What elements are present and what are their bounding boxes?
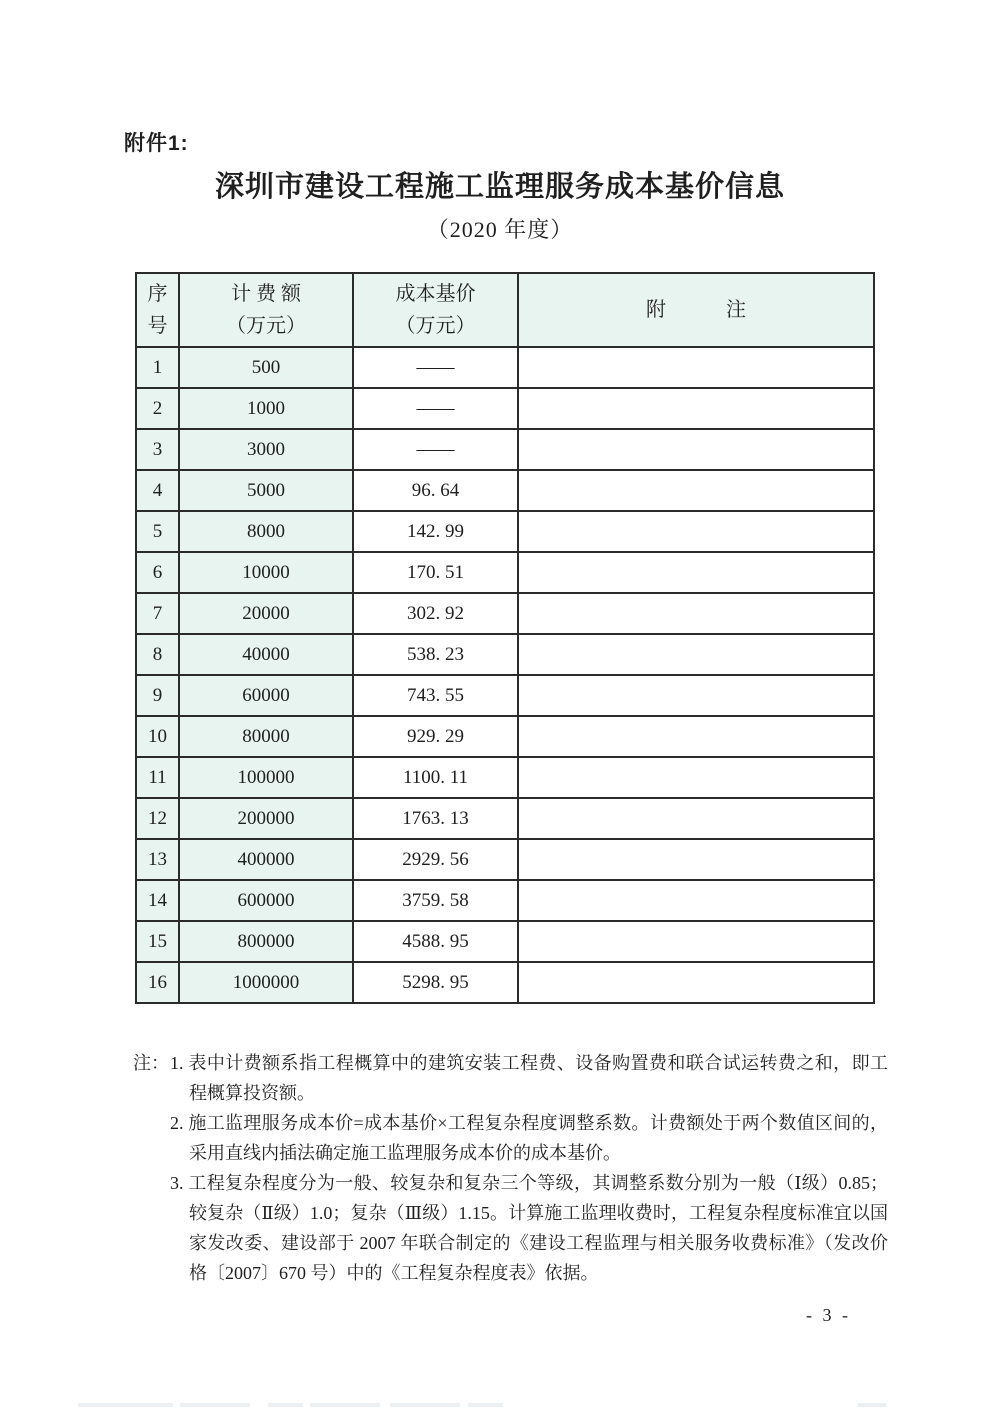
header-serial-number [136,273,179,347]
attachment-label: 附件1: [124,132,189,155]
cell-serial: 1 [136,347,179,388]
cell-serial: 6 [136,552,179,593]
note-item-1 [170,1048,888,1108]
cell-base: 743. 55 [353,675,518,716]
cell-note [518,388,874,429]
cell-base: —— [353,388,518,429]
header-fee-line2: （万元） [226,315,306,337]
header-cost-base [353,273,518,347]
cell-fee: 8000 [179,511,353,552]
scan-artifact [180,1403,250,1407]
cell-serial: 11 [136,757,179,798]
table-row [136,716,874,757]
cell-note [518,470,874,511]
cell-base: 96. 64 [353,470,518,511]
cell-serial: 7 [136,593,179,634]
cell-note [518,429,874,470]
cell-base: 2929. 56 [353,839,518,880]
cell-base: 4588. 95 [353,921,518,962]
cell-fee: 600000 [179,880,353,921]
cell-note [518,798,874,839]
notes-section [133,1048,888,1288]
cell-fee: 1000000 [179,962,353,1003]
cell-serial: 15 [136,921,179,962]
cell-serial: 3 [136,429,179,470]
table-row [136,921,874,962]
note-item-3 [170,1168,888,1288]
table-row [136,388,874,429]
cell-base: 1763. 13 [353,798,518,839]
scan-artifact [310,1403,380,1407]
cell-fee: 100000 [179,757,353,798]
note-text: 表中计费额系指工程概算中的建筑安装工程费、设备购置费和联合试运转费之和，即工程概算投资额。 [188,1053,888,1103]
table-row [136,511,874,552]
cell-serial: 14 [136,880,179,921]
scan-artifact [468,1403,503,1407]
header-base-line1: 成本基价 [395,283,476,305]
cell-note [518,921,874,962]
note-item-2 [170,1108,888,1168]
cell-fee: 500 [179,347,353,388]
scan-artifact [390,1403,460,1407]
cell-fee: 40000 [179,634,353,675]
scan-artifacts [0,1403,1000,1409]
header-remarks: 附 注 [518,273,874,347]
cost-base-price-table [135,272,875,1004]
header-serial-line2: 号 [147,315,168,337]
cell-base: 170. 51 [353,552,518,593]
header-fee-line1: 计 费 额 [231,283,301,305]
cell-base: 3759. 58 [353,880,518,921]
cell-note [518,962,874,1003]
cell-fee: 5000 [179,470,353,511]
scan-artifact [268,1403,303,1407]
cell-base: 538. 23 [353,634,518,675]
table-row [136,675,874,716]
cell-note [518,757,874,798]
cell-note [518,716,874,757]
table-row [136,593,874,634]
note-number: 2. [170,1113,184,1133]
cell-fee: 60000 [179,675,353,716]
table-row [136,634,874,675]
cell-fee: 800000 [179,921,353,962]
table-row [136,962,874,1003]
note-number: 3. [170,1173,184,1193]
table-row [136,552,874,593]
page-number: - 3 - [806,1305,851,1325]
cell-base: 929. 29 [353,716,518,757]
cell-fee: 80000 [179,716,353,757]
cell-fee: 20000 [179,593,353,634]
cell-serial: 13 [136,839,179,880]
table-row [136,429,874,470]
cell-base: 5298. 95 [353,962,518,1003]
cell-fee: 10000 [179,552,353,593]
note-number: 1. [170,1053,184,1073]
cell-base: 302. 92 [353,593,518,634]
cell-note [518,880,874,921]
table-row [136,798,874,839]
cell-serial: 10 [136,716,179,757]
cell-base: 1100. 11 [353,757,518,798]
page-subtitle: （2020 年度） [426,217,574,242]
cell-note [518,675,874,716]
cell-note [518,347,874,388]
cell-fee: 400000 [179,839,353,880]
header-base-line2: （万元） [395,315,476,337]
table-row [136,880,874,921]
header-serial-line1: 序 [147,283,168,305]
cell-fee: 200000 [179,798,353,839]
cell-base: 142. 99 [353,511,518,552]
scan-artifact [858,1403,886,1407]
cell-serial: 8 [136,634,179,675]
table-row [136,757,874,798]
cell-note [518,593,874,634]
cell-serial: 16 [136,962,179,1003]
cell-note [518,511,874,552]
cell-note [518,839,874,880]
cell-base: —— [353,347,518,388]
cell-fee: 1000 [179,388,353,429]
notes-prefix: 注： [133,1053,169,1073]
table-row [136,839,874,880]
header-fee-amount [179,273,353,347]
cell-serial: 2 [136,388,179,429]
table-row [136,347,874,388]
cell-fee: 3000 [179,429,353,470]
cell-serial: 9 [136,675,179,716]
cell-serial: 5 [136,511,179,552]
table-row [136,470,874,511]
page-title: 深圳市建设工程施工监理服务成本基价信息 [214,171,785,203]
cell-note [518,552,874,593]
table-header-row [136,273,874,347]
cell-serial: 12 [136,798,179,839]
note-text: 工程复杂程度分为一般、较复杂和复杂三个等级，其调整系数分别为一般（Ⅰ级）0.85；较复杂（Ⅱ级）1.0；复杂（Ⅲ级）1.15。计算施工监理收费时，工程复杂程度标准宜以国家发改委、建设部于 2007 年联合制定的《建设工程监理与相关服务收费标准》（发改价格〔2007〕670 号）中的《工程复杂程度表》依据。 [188,1173,889,1283]
cell-note [518,634,874,675]
scan-artifact [78,1403,173,1407]
cell-base: —— [353,429,518,470]
cell-serial: 4 [136,470,179,511]
note-text: 施工监理服务成本价=成本基价×工程复杂程度调整系数。计费额处于两个数值区间的，采用直线内插法确定施工监理服务成本价的成本基价。 [188,1113,888,1163]
